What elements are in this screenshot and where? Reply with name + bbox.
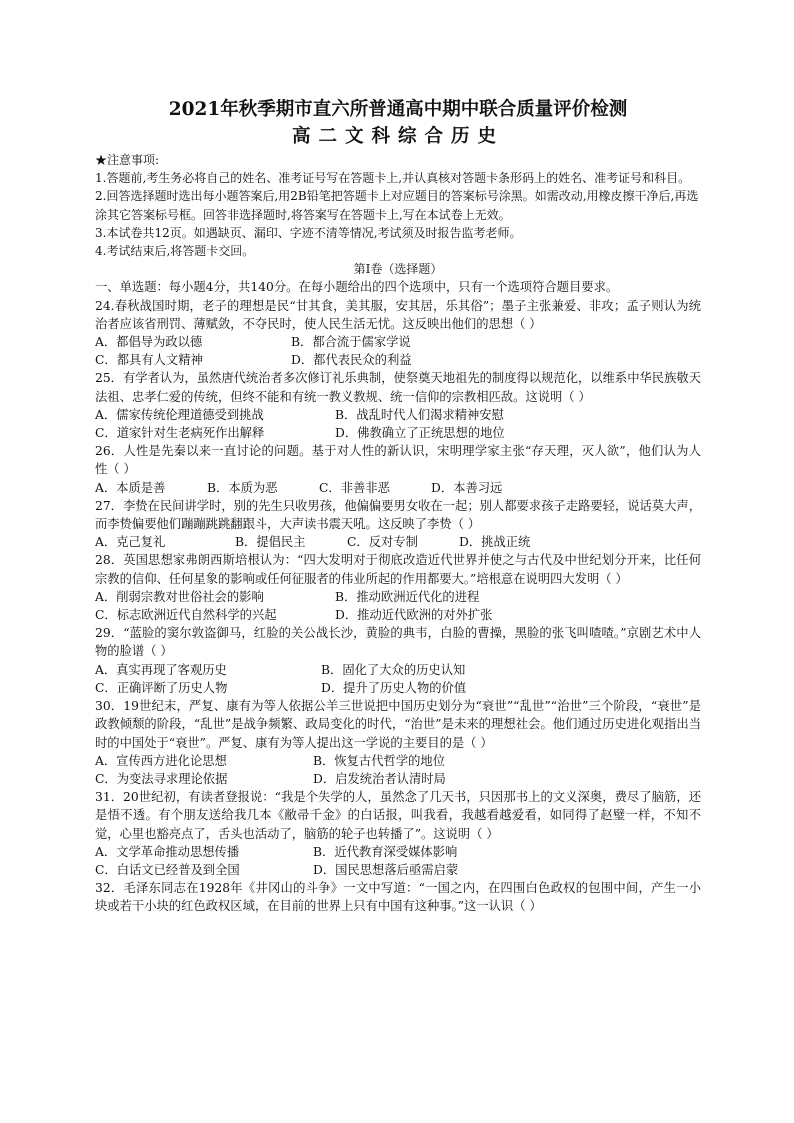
option-d: D．推动近代欧洲的对外扩张 — [335, 608, 493, 623]
question-25 — [95, 369, 701, 442]
question-29 — [95, 624, 701, 697]
notice-item: 2.回答选择题时选出每小题答案后,用2B铅笔把答题卡上对应题目的答案标号涂黑。如需改动,用橡皮擦干净后,再选涂其它答案标号框。回答非选择题时,将答案写在答题卡上,写在本试卷上无效。 — [95, 189, 699, 222]
part-title: 第I卷（选择题） — [353, 262, 443, 277]
question-32 — [95, 879, 701, 915]
notice-item: 1.答题前,考生务必将自己的姓名、准考证号写在答题卡上,并认真核对答题卡条形码上的姓名、准考证号和科目。 — [95, 171, 691, 186]
exam-subtitle: 高二文科综合历史 — [291, 126, 504, 147]
option-b: B．推动欧洲近代化的进程 — [335, 589, 480, 604]
option-b: B．都合流于儒家学说 — [291, 335, 411, 350]
option-a: A．儒家传统伦理道德受到挑战 — [95, 407, 264, 422]
question-stem: 28．英国思想家弗朗西斯培根认为：“四大发明对于彻底改造近代世界并使之与古代及中世纪划分开来，比任何宗教的信仰、任何星象的影响或任何征服者的伟业所起的作用都要大。”培根意在说明四大发明（ ） — [95, 553, 701, 586]
option-c: C．非善非恶 — [319, 480, 390, 495]
option-d: D．启发统治者认清时局 — [313, 771, 446, 786]
option-b: B．战乱时代人们渴求精神安慰 — [335, 407, 504, 422]
option-a: A．宣传西方进化论思想 — [95, 753, 227, 768]
option-c: C．正确评断了历史人物 — [95, 680, 228, 695]
question-stem: 26．人性是先秦以来一直讨论的问题。基于对人性的新认识，宋明理学家主张“存天理，灭人欲”，他们认为人性（ ） — [95, 444, 701, 477]
option-c: C．道家针对生老病死作出解释 — [95, 426, 265, 441]
option-d: D．本善习远 — [431, 480, 503, 495]
option-c: C．都具有人文精神 — [95, 353, 203, 368]
exam-page — [95, 98, 701, 916]
question-26 — [95, 442, 701, 497]
option-b: B．固化了大众的历史认知 — [321, 662, 466, 677]
question-28 — [95, 551, 701, 624]
question-stem: 32．毛泽东同志在1928年《井冈山的斗争》一文中写道：“一国之内，在四围白色政权的包围中间，产生一小块或若干小块的红色政权区域，在目前的世界上只有中国有这种事。”这一认识（ ） — [95, 881, 701, 914]
option-c: C．标志欧洲近代自然科学的兴起 — [95, 608, 277, 623]
question-30 — [95, 697, 701, 788]
question-stem: 25．有学者认为，虽然唐代统治者多次修订礼乐典制，使祭奠天地祖先的制度得以规范化，以维系中华民族敬天法祖、忠孝仁爱的传统，但终不能和有统一教义教规、统一信仰的宗教相匹敌。这说明（ ） — [95, 371, 701, 404]
option-a: A．都倡导为政以德 — [95, 335, 203, 350]
notice-item: 3.本试卷共12页。如遇缺页、漏印、字迹不清等情况,考试须及时报告监考老师。 — [95, 225, 522, 240]
option-d: D．挑战正统 — [459, 535, 531, 550]
exam-title: 2021年秋季期市直六所普通高中期中联合质量评价检测 — [168, 99, 628, 120]
notice-item: 4.考试结束后,将答题卡交回。 — [95, 244, 255, 259]
option-a: A．真实再现了客观历史 — [95, 662, 227, 677]
question-31 — [95, 788, 701, 879]
question-stem: 29．“蓝脸的窦尔敦盗御马，红脸的关公战长沙，黄脸的典韦，白脸的曹操，黑脸的张飞叫喳喳。”京剧艺术中人物的脸谱（ ） — [95, 626, 701, 659]
option-b: B．近代教育深受媒体影响 — [313, 844, 458, 859]
question-stem: 30．19世纪末，严复、康有为等人依据公羊三世说把中国历史划分为“衰世”“乱世”“治世”三个阶段，“衰世”是政教倾颓的阶段，“乱世”是战争频繁、政局变化的时代，“治世”是未来的理想社会。他们通过历史进化观指出当时的中国处于“衰世”。严复、康有为等人提出这一学说的主要目的是（ ） — [95, 699, 701, 750]
option-a: A．本质是善 — [95, 480, 166, 495]
section-instruction: 一、单选题：每小题4分，共140分。在每小题给出的四个选项中，只有一个选项符合题目要求。 — [95, 280, 619, 295]
notice-section — [95, 151, 701, 260]
option-d: D．提升了历史人物的价值 — [321, 680, 467, 695]
option-c: C．反对专制 — [347, 535, 418, 550]
option-b: B．本质为恶 — [207, 480, 278, 495]
option-c: C．为变法寻求理论依据 — [95, 771, 228, 786]
question-27 — [95, 497, 701, 552]
option-d: D．佛教确立了正统思想的地位 — [335, 426, 505, 441]
question-24 — [95, 297, 701, 370]
option-a: A．克己复礼 — [95, 535, 166, 550]
notice-heading: ★注意事项: — [95, 153, 160, 167]
option-a: A．文学革命推动思想传播 — [95, 844, 240, 859]
option-d: D．都代表民众的利益 — [291, 353, 412, 368]
option-b: B．恢复古代哲学的地位 — [313, 753, 446, 768]
question-stem: 31．20世纪初，有读者登报说：“我是个失学的人，虽然念了几天书，只因那书上的文义深奥，费尽了脑筋，还是悟不透。有个朋友送给我几本《敝帚千金》的白话报，叫我看，我越看越爱看，如同得了赵璧一样，不知不觉，心里也豁亮点了，舌头也活动了，脑筋的轮子也转播了”。这说明（ ） — [95, 790, 701, 841]
option-a: A．削弱宗教对世俗社会的影响 — [95, 589, 264, 604]
option-c: C．白话文已经普及到全国 — [95, 862, 240, 877]
option-d: D．国民思想落后亟需启蒙 — [313, 862, 459, 877]
option-b: B．提倡民主 — [235, 535, 306, 550]
question-stem: 27．李贽在民间讲学时，别的先生只收男孩，他偏偏要男女收在一起；别人都要求孩子走路要轻，说话莫大声，而李贽偏要他们蹦蹦跳跳翻跟斗，大声读书震天吼。这反映了李贽（ ） — [95, 498, 701, 532]
question-stem: 24.春秋战国时期，老子的理想是民“甘其食，美其服，安其居，乐其俗”；墨子主张兼爱、非攻；孟子则认为统治者应该省刑罚、薄赋敛，不夺民时，使人民生活无忧。这反映出他们的思想（ ） — [95, 298, 701, 331]
